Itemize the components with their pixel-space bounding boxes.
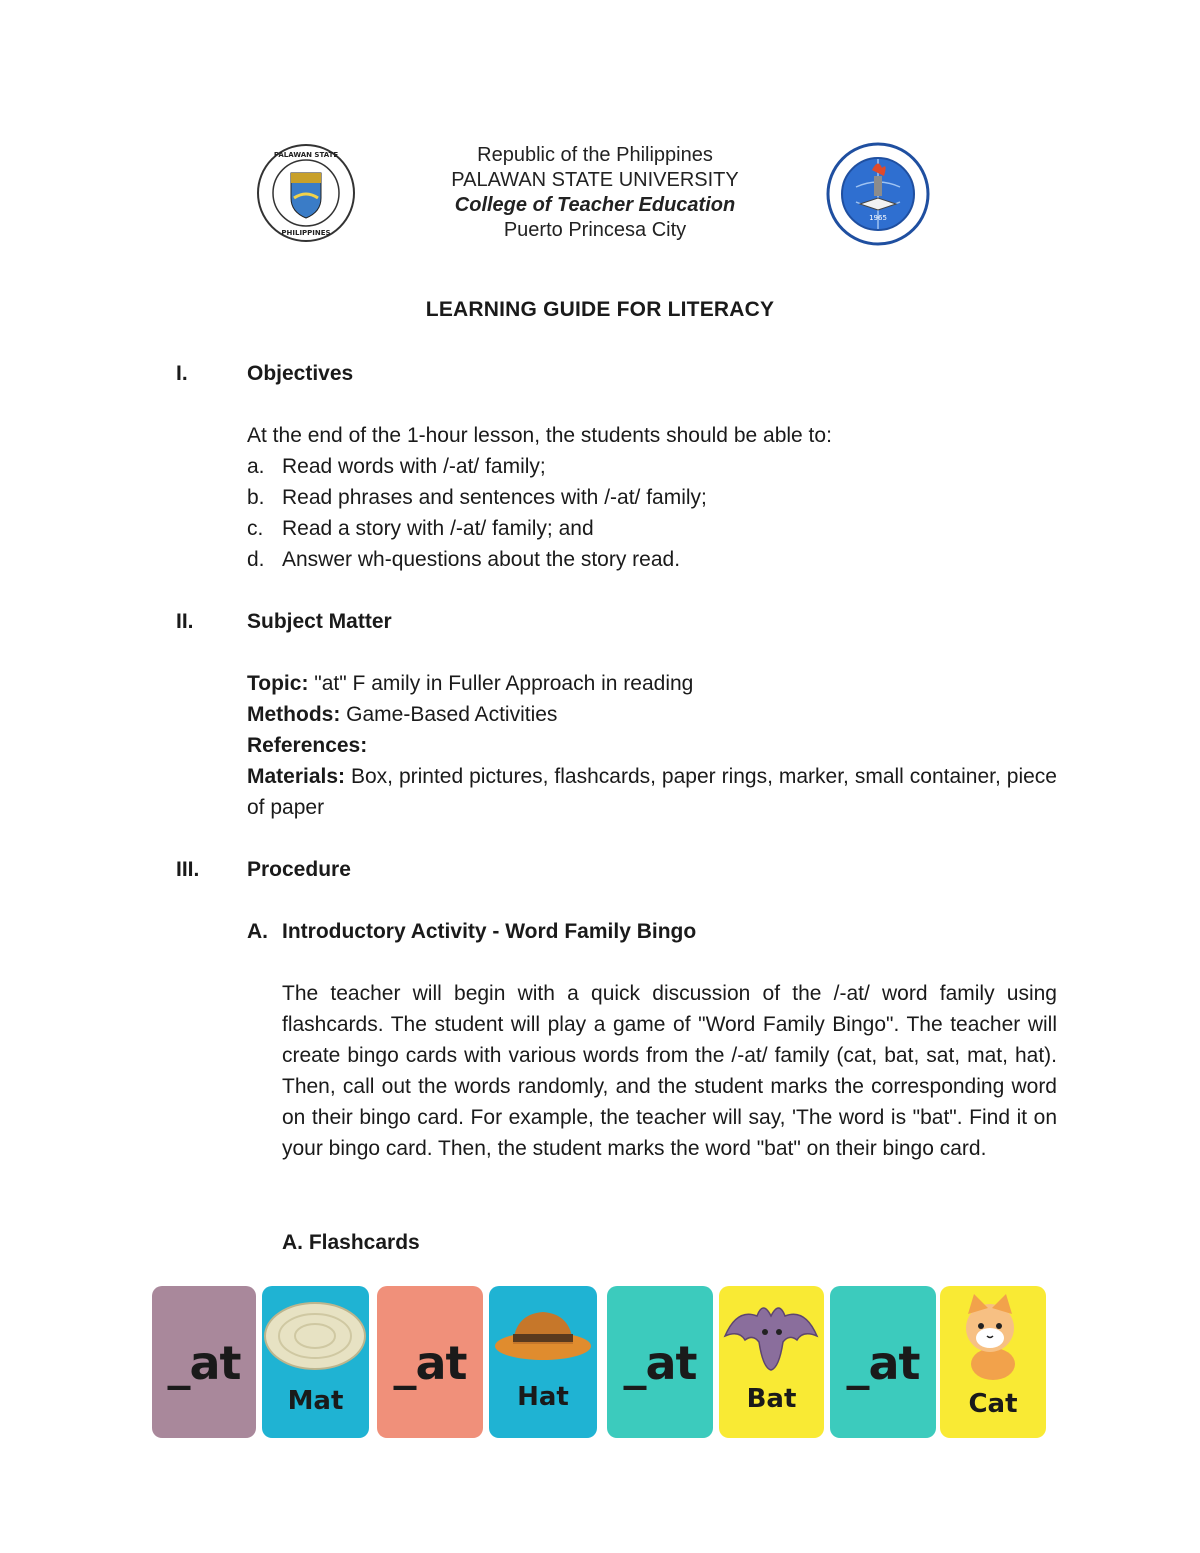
subsection-title: Introductory Activity - Word Family Bingo [282,920,697,943]
materials-line [247,761,1057,823]
objectives-intro: At the end of the 1-hour lesson, the students should be able to: [247,424,832,447]
flashcard-text: Cat [968,1389,1018,1419]
svg-text:PHILIPPINES: PHILIPPINES [281,229,331,237]
flashcard-text: Bat [746,1384,797,1414]
flashcard-text: _at [393,1336,467,1390]
flashcard-text: Mat [287,1386,344,1416]
bingo-paragraph: The teacher will begin with a quick discussion of the /-at/ word family using flashcards. The student will play a game of "Word Family Bingo". The teacher will create bingo cards with various words from the /-at/ family (cat, bat, sat, mat, hat). Then, call out the words randomly, and the student marks the corresponding word on their bingo card. For example, the teacher will say, 'The word is "bat". Find it on your bingo card. Then, the student marks the word "bat" on their bingo card. [282,982,1057,1160]
objective-item [247,451,546,482]
flashcard-at [377,1286,483,1438]
subsection-letter: A. [247,920,268,943]
objective-text: Read phrases and sentences with /-at/ family; [282,486,707,509]
header-university: PALAWAN STATE UNIVERSITY [451,169,739,191]
section-title-procedure: Procedure [247,858,351,881]
header-city: Puerto Princesa City [503,219,687,241]
flashcard-cat [940,1286,1046,1438]
flashcard-mat [262,1286,369,1438]
objective-item [247,513,594,544]
section-title-subject-matter: Subject Matter [247,610,392,633]
objective-letter: a. [247,455,265,478]
flashcard-text: _at [846,1336,920,1390]
materials-value: Box, printed pictures, flashcards, paper rings, marker, small container, piece of paper [247,765,1057,819]
references-label: References: [247,734,368,757]
objective-text: Read a story with /-at/ family; and [282,517,594,540]
section-number: III. [176,858,200,881]
flashcard-bat [719,1286,824,1438]
methods-line [247,699,557,730]
flashcard-at [152,1286,256,1438]
topic-line [247,668,693,699]
subsection-heading [247,916,696,947]
flashcard-text: _at [623,1336,697,1390]
objective-text: Read words with /-at/ family; [282,455,546,478]
objective-item [247,482,707,513]
section-number: I. [176,362,188,385]
methods-value: Game-Based Activities [340,703,558,726]
flashcard-at [607,1286,713,1438]
bat-icon [719,1286,824,1438]
svg-text:1965: 1965 [869,214,887,222]
objective-letter: c. [247,517,264,540]
document-title: LEARNING GUIDE FOR LITERACY [425,298,775,321]
header-college: College of Teacher Education [454,194,736,216]
section-number: II. [176,610,194,633]
flashcard-text: Hat [517,1382,569,1412]
svg-text:PALAWAN STATE: PALAWAN STATE [273,151,339,159]
topic-label: Topic: [247,672,309,695]
hat-icon [489,1286,597,1438]
materials-label: Materials: [247,765,346,788]
objective-item [247,544,680,575]
section-title-objectives: Objectives [247,362,354,385]
references-line [247,730,367,761]
flashcard-text: _at [167,1336,241,1390]
objective-letter: d. [247,548,265,571]
header-republic: Republic of the Philippines [477,144,713,166]
flashcards-heading: A. Flashcards [282,1231,420,1254]
institution-header [0,143,1190,243]
flashcard-hat [489,1286,597,1438]
objective-letter: b. [247,486,265,509]
methods-label: Methods: [247,703,341,726]
flashcard-at [830,1286,936,1438]
objective-text: Answer wh-questions about the story read. [282,548,681,571]
topic-value: "at" F amily in Fuller Approach in reading [308,672,694,695]
